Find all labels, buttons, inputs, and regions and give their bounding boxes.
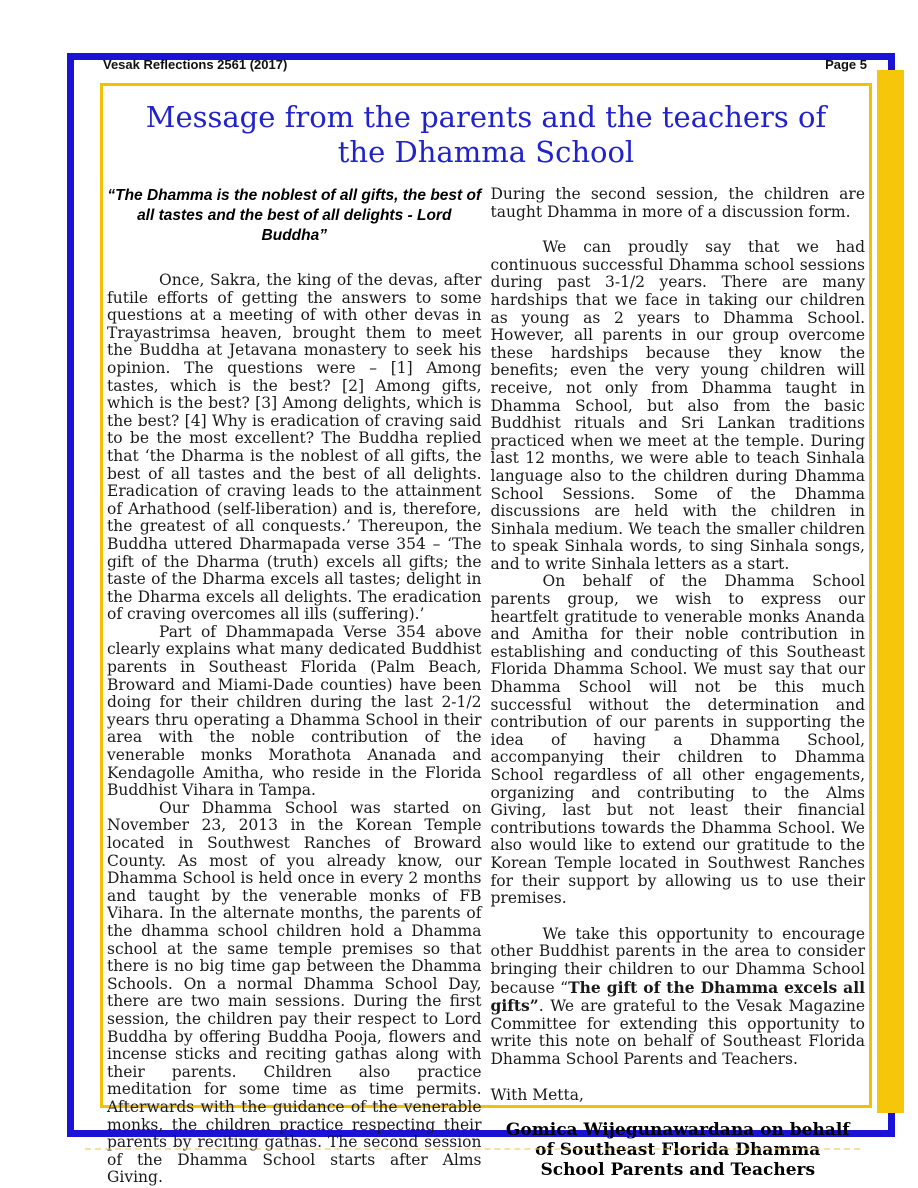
paragraph-verse-354: Part of Dhammapada Verse 354 above clearly explains what many dedicated Buddhist parents in Southeast Florida (Palm Beach, Broward and Miami-Dade counties) have been doing for their children during the last 2-1/2 years thru operating a Dhamma School in their area with the noble contribution of the venerable monks Morathota Ananada and Kendagolle Amitha, who reside in the Florida Buddhist Vihara in Tampa. — [107, 622, 482, 800]
article-title: Message from the parents and the teachers of the Dhamma School — [145, 100, 827, 169]
paragraph-school-history: Our Dhamma School was started on November 23, 2013 in the Korean Temple located in Southwest Ranches of Broward County. As most of you already know, our Dhamma School is held once in every 2 months and taught by the venerable monks of FB Vihara. In the alternate months, the parents of the dhamma school children hold a Dhamma school at the same temple premises so that there is no big time gap between the Dhamma Schools. On a normal Dhamma School Day, there are two main sessions. During the first session, the children pay their respect to Lord Buddha by offering Buddha Pooja, flowers and incense sticks and reciting gathas along with their parents. Children also practice meditation for some time as time permits. Afterwards with the guidance of the venerable monks, the children practice respecting their parents by reciting gathas. The second session of the Dhamma School starts after Alms Giving. — [107, 798, 482, 1187]
left-column — [107, 186, 482, 1187]
closing-metta: With Metta, — [490, 1085, 584, 1104]
article-columns — [107, 186, 865, 1187]
bottom-dashed-line — [85, 1148, 860, 1150]
signature-block: Gomica Wijegunawardana on behalf of Southeast Florida Dhamma School Parents and Teachers — [505, 1120, 850, 1181]
right-column — [491, 186, 866, 1187]
paragraph-gratitude-monks: On behalf of the Dhamma School parents group, we wish to express our heartfelt gratitude to venerable monks Ananda and Amitha for their noble contribution in establishing and conducting of this Southeast Florida Dhamma School. We must say that our Dhamma School will not be this much successful without the determination and contribution of our parents in supporting the idea of having a Dhamma School, accompanying their children to Dhamma School regardless of all other engagements, organizing and contributing to the Alms Giving, last but not least their financial contributions towards the Dhamma School. We also would like to extend our gratitude to the Korean Temple located in Southwest Ranches for their support by allowing us to use their premises. — [490, 572, 865, 908]
encouragement-text-post: . We are grateful to the Vesak Magazine Committee for extending this opportunity to write this note on behalf of Southeast Florida Dhamma School Parents and Teachers. — [490, 997, 865, 1068]
encouragement-text-pre: We take this opportunity to encourage other Buddhist parents in the area to consider bringing their children to our Dhamma School because “ — [490, 924, 865, 997]
gold-side-bar — [877, 70, 904, 1113]
paragraph-encouragement — [491, 926, 866, 1069]
page-header — [103, 57, 867, 72]
journal-title: Vesak Reflections 2561 (2017) — [103, 57, 288, 72]
article-box — [100, 83, 872, 1187]
paragraph-second-session: During the second session, the children are taught Dhamma in more of a discussion form. — [490, 185, 865, 221]
buddha-quote: “The Dhamma is the noblest of all gifts, the best of all tastes and the best of all delights - Lord Buddha” — [107, 187, 482, 244]
encouragement-bold-quote: The gift of the Dhamma excels all gifts” — [490, 977, 865, 1016]
paragraph-sessions-hardships: We can proudly say that we had continuous successful Dhamma school sessions during past 3-1/2 years. There are many hardships that we face in taking our children as young as 2 years to Dhamma School. However, all parents in our group overcome these hardships because they know the benefits; even the very young children will receive, not only from Dhamma taught in Dhamma School, but also from the basic Buddhist rituals and Sri Lankan traditions practiced when we meet at the temple. During last 12 months, we were able to teach Sinhala language also to the children during Dhamma School Sessions. Some of the Dhamma discussions are held with the children in Sinhala medium. We teach the smaller children to speak Sinhala words, to sing Sinhala songs, and to write Sinhala letters as a start. — [490, 238, 865, 573]
paragraph-sakra-story: Once, Sakra, the king of the devas, after futile efforts of getting the answers to some questions at a meeting of with other devas in Trayastrimsa heaven, brought them to meet the Buddha at Jetavana monastery to seek his opinion. The questions were – [1] Among tastes, which is the best? [2] Among gifts, which is the best? [3] Among delights, which is the best? [4] Why is eradication of craving said to be the most excellent? The Buddha replied that ‘the Dharma is the noblest of all gifts, the best of all tastes and the best of all delights. Eradication of craving leads to the attainment of Arhathood (self-liberation) and is, therefore, the greatest of all conquests.’ Thereupon, the Buddha uttered Dharmapada verse 354 – ‘The gift of the Dharma (truth) excels all gifts; the taste of the Dharma excels all tastes; delight in the Dharma excels all delights. The eradication of craving overcomes all ills (suffering).’ — [107, 271, 482, 624]
page-number: Page 5 — [825, 57, 867, 72]
